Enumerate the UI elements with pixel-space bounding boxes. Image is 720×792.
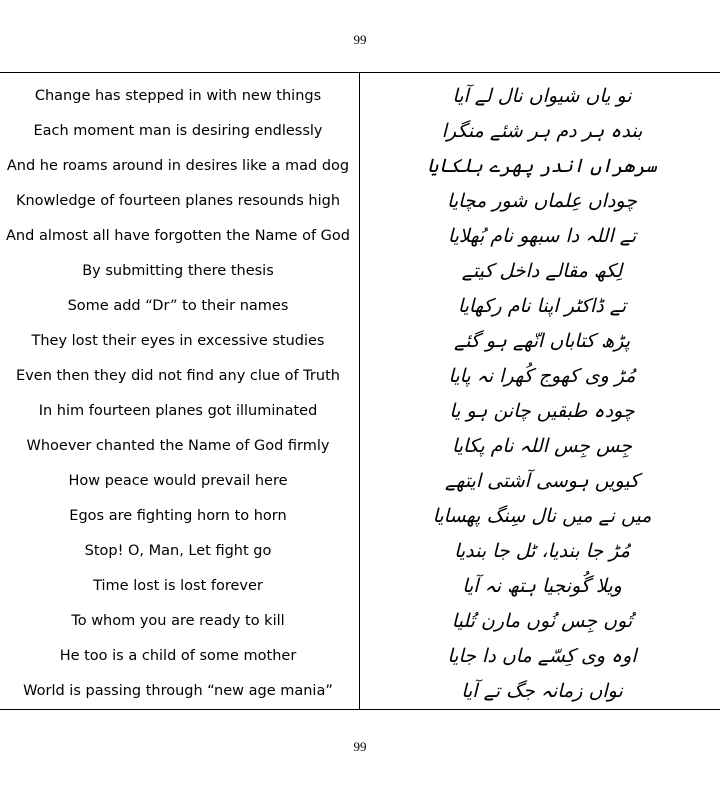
urdu-line: میں نے میں نال سِنگ پھسایا	[432, 504, 652, 527]
urdu-column	[364, 78, 720, 708]
bottom-rule	[0, 709, 720, 710]
urdu-line: مُڑ وی کھوج کُھرا نہ پایا	[448, 364, 636, 387]
english-line: Change has stepped in with new things	[34, 87, 322, 104]
urdu-line: تے ڈاکٹر اپنا نام رکھایا	[457, 294, 627, 317]
english-line: They lost their eyes in excessive studies	[31, 332, 325, 349]
urdu-line: تے اللہ دا سبھو نام بُھلایا	[447, 224, 637, 247]
english-line: World is passing through “new age mania”	[23, 682, 333, 699]
urdu-line: بندہ ہر دم ہر شئے منگرا	[441, 119, 643, 142]
urdu-line: مُڑ جا بندیا، ٹل جا بندیا	[454, 539, 630, 562]
english-line: Each moment man is desiring endlessly	[33, 122, 323, 139]
page-number-bottom: 99	[353, 739, 367, 754]
urdu-line: کیویں ہوسی آشتی ایتھے	[444, 469, 640, 492]
urdu-line: نو یاں شیواں نال لے آیا	[452, 84, 632, 107]
english-line: And he roams around in desires like a mad dog	[6, 157, 350, 174]
urdu-line: تُوں جِس نُوں مارن تُلیا	[451, 609, 633, 632]
english-line: Some add “Dr” to their names	[67, 297, 289, 314]
urdu-line: پڑھ کتاباں انّھے ہو گئے	[453, 329, 631, 352]
urdu-line: اوہ وی کِسّے ماں دا جایا	[447, 644, 637, 667]
urdu-line: جِس جِس اللہ نام پکایا	[451, 434, 633, 457]
column-divider	[359, 72, 360, 709]
english-line: In him fourteen planes got illuminated	[38, 402, 318, 419]
english-line: By submitting there thesis	[82, 262, 274, 279]
urdu-line: نواں زمانہ جگ تے آیا	[461, 679, 623, 702]
urdu-line: سرھراں اندر پھرے ہلکایا	[427, 154, 657, 177]
english-line: Even then they did not find any clue of Truth	[16, 367, 340, 384]
page-number-top: 99	[353, 32, 367, 47]
english-line: Egos are fighting horn to horn	[69, 507, 287, 524]
english-line: Stop! O, Man, Let fight go	[84, 542, 272, 559]
english-line: Whoever chanted the Name of God firmly	[26, 437, 330, 454]
urdu-line: چوداں عِلماں شور مچایا	[447, 189, 637, 212]
top-rule	[0, 72, 720, 73]
english-line: How peace would prevail here	[68, 472, 288, 489]
english-line: Knowledge of fourteen planes resounds high	[15, 192, 341, 209]
urdu-line: ویلا گُونجیا ہتھ نہ آیا	[462, 574, 622, 597]
english-line: Time lost is lost forever	[93, 577, 263, 594]
english-line: He too is a child of some mother	[59, 647, 297, 664]
english-column	[0, 78, 356, 708]
urdu-line: چودہ طبقیں چانن ہو یا	[449, 399, 635, 422]
english-line: And almost all have forgotten the Name of God	[6, 227, 350, 244]
english-line: To whom you are ready to kill	[71, 612, 285, 629]
urdu-line: لِکھ مقالے داخل کیتے	[461, 259, 623, 282]
